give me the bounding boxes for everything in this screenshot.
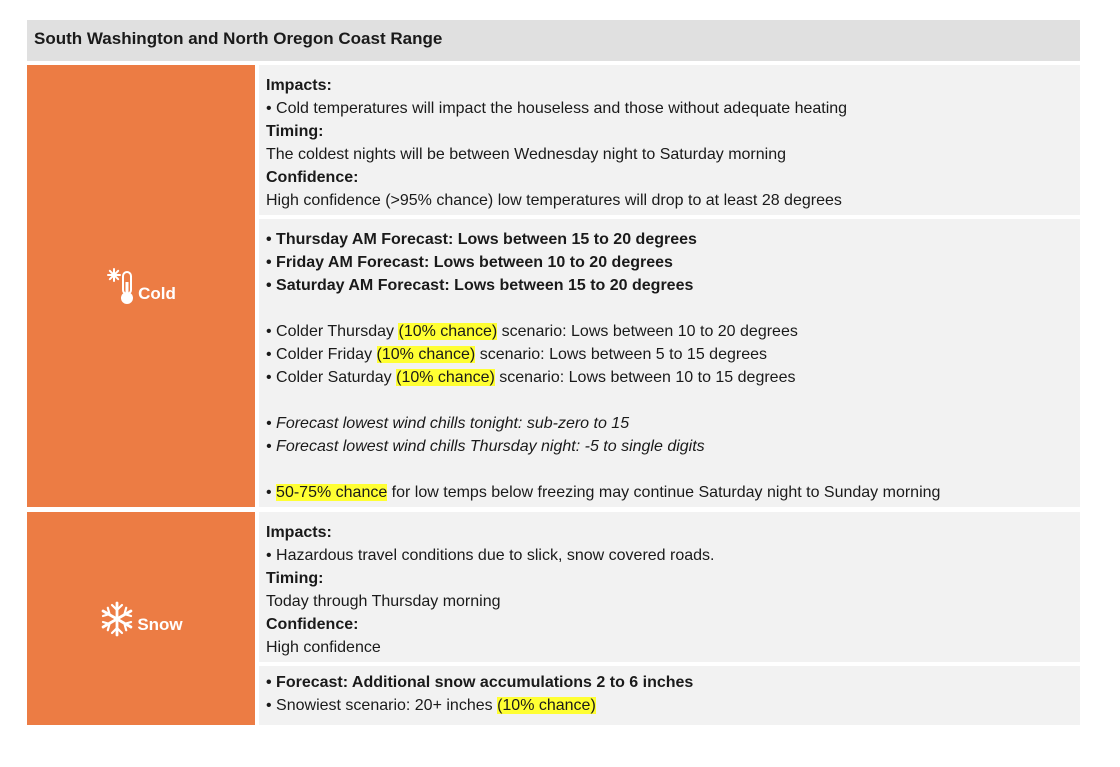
cold-timing-text: The coldest nights will be between Wednesday night to Saturday morning <box>266 146 787 163</box>
snow-timing-heading: Timing: <box>266 570 324 587</box>
chance-highlight: (10% chance) <box>497 697 596 714</box>
forecast-line: • Thursday AM Forecast: Lows between 15 to 20 degrees <box>266 231 697 248</box>
chance-highlight: 50-75% chance <box>276 484 388 501</box>
forecast-line: • Saturday AM Forecast: Lows between 15 to 20 degrees <box>266 277 694 294</box>
snow-forecast-line: • Forecast: Additional snow accumulations 2 to 6 inches <box>266 674 694 691</box>
cold-summary-cell <box>259 65 1080 215</box>
snow-hazard-label-cell <box>27 512 255 725</box>
cold-hazard-label-cell <box>27 65 255 507</box>
snowiest-scenario-line: • Snowiest scenario: 20+ inches (10% chance) <box>266 697 596 714</box>
wind-chill-line: • Forecast lowest wind chills tonight: sub-zero to 15 <box>266 415 630 432</box>
cold-impacts-text: • Cold temperatures will impact the houseless and those without adequate heating <box>266 100 848 117</box>
scenario-line: • Colder Saturday (10% chance) scenario: Lows between 10 to 15 degrees <box>266 369 796 386</box>
forecast-line: • Friday AM Forecast: Lows between 10 to 20 degrees <box>266 254 673 271</box>
snow-confidence-heading: Confidence: <box>266 616 359 633</box>
wind-chill-line: • Forecast lowest wind chills Thursday night: -5 to single digits <box>266 438 705 455</box>
cold-label: Cold <box>138 284 176 303</box>
snow-summary-cell <box>259 512 1080 662</box>
cold-forecast-cell <box>259 219 1080 507</box>
cold-confidence-heading: Confidence: <box>266 169 359 186</box>
scenario-line: • Colder Friday (10% chance) scenario: Lows between 5 to 15 degrees <box>266 346 767 363</box>
chance-highlight: (10% chance) <box>396 369 495 386</box>
snowflake-icon <box>99 601 135 637</box>
snow-impacts-text: • Hazardous travel conditions due to slick, snow covered roads. <box>266 547 715 564</box>
snow-confidence-text: High confidence <box>266 639 381 656</box>
scenario-line: • Colder Thursday (10% chance) scenario: Lows between 10 to 20 degrees <box>266 323 798 340</box>
cold-impacts-heading: Impacts: <box>266 77 332 94</box>
freezing-line: • 50-75% chance for low temps below freezing may continue Saturday night to Sunday morning <box>266 484 941 501</box>
chance-highlight: (10% chance) <box>376 346 476 363</box>
chance-highlight: (10% chance) <box>398 323 498 340</box>
cold-timing-heading: Timing: <box>266 123 324 140</box>
region-title: South Washington and North Oregon Coast Range <box>27 20 1080 61</box>
snowflake-thermometer-icon <box>106 266 136 306</box>
snow-timing-text: Today through Thursday morning <box>266 593 501 610</box>
cold-confidence-text: High confidence (>95% chance) low temperatures will drop to at least 28 degrees <box>266 192 842 209</box>
snow-forecast-cell <box>259 666 1080 725</box>
snow-label: Snow <box>137 614 183 634</box>
snow-impacts-heading: Impacts: <box>266 524 332 541</box>
